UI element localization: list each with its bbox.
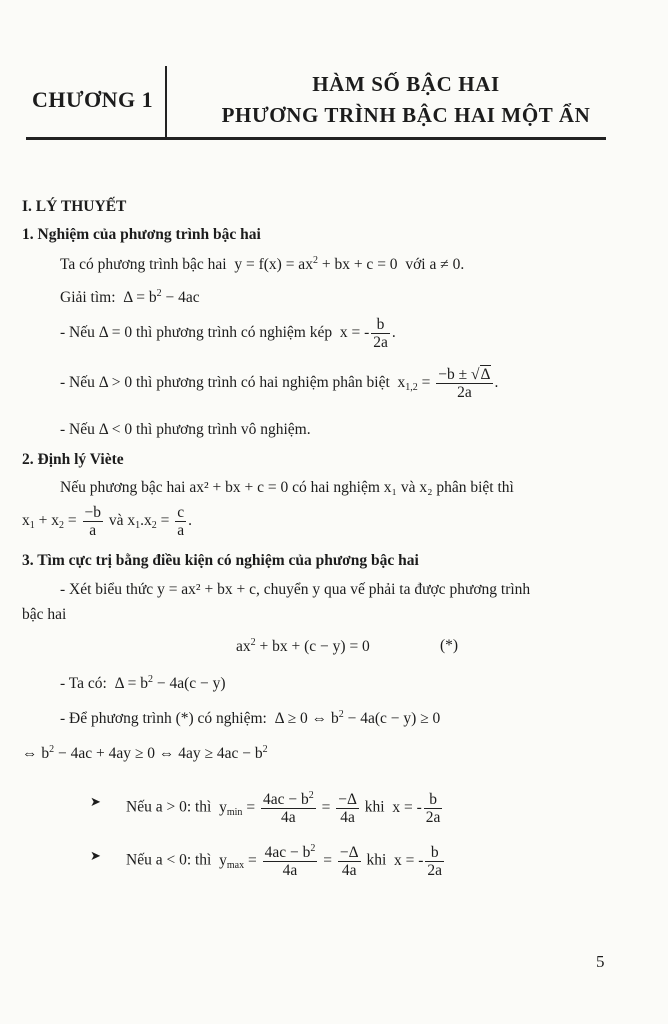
- case-double-root: [60, 316, 396, 351]
- and-word: và: [108, 512, 124, 530]
- solve-label: Giải tìm:: [60, 289, 116, 306]
- case-a-negative-text: Nếu a < 0: thì: [126, 851, 212, 869]
- arrow-bullet-icon: ➤: [90, 849, 101, 864]
- equation-tag: (*): [440, 637, 459, 654]
- chapter-title-line2: PHƯƠNG TRÌNH BẬC HAI MỘT ẨN: [221, 103, 591, 127]
- two-roots-formula: $x_{1,2}$ = $\frac{-b \pm √\Delta}{2a}$ .: [393, 366, 499, 402]
- subsection-heading-roots: 1. Nghiệm của phương trình bậc hai: [22, 226, 261, 243]
- discriminant-formula: $\Delta = b^2 - 4ac$: [119, 288, 200, 306]
- viete-formulas: $x_1 + x_2$ = $\frac{-b}{a}$ và $x_1.x_2$ = $\frac{c}{a}$ .: [22, 504, 193, 540]
- intro-text: Ta có phương trình bậc hai: [60, 256, 227, 273]
- intro-condition: với a ≠ 0.: [405, 256, 465, 273]
- viete-line: Nếu phương bậc hai ax² + bx + c = 0 có hai nghiệm x₁ và x₂ phân biệt thì: [60, 479, 514, 496]
- arrow-bullet-icon: ➤: [90, 795, 101, 810]
- case-no-root: - Nếu Δ < 0 thì phương trình vô nghiệm.: [60, 421, 311, 438]
- inequality-chain: ⇔ $b^2 - 4ac + 4ay \ge 0$ ⇔ $4ay \ge 4ac - b^2$: [22, 744, 268, 762]
- section-heading-theory: I. LÝ THUYẾT: [22, 198, 127, 215]
- case-double-root-text: - Nếu Δ = 0 thì phương trình có nghiệm kép: [60, 324, 333, 342]
- chapter-label: CHƯƠNG 1: [32, 87, 154, 112]
- subsection-heading-extremum: 3. Tìm cực trị bằng điều kiện có nghiệm của phương bậc hai: [22, 552, 419, 569]
- case-two-roots: [60, 366, 498, 401]
- case-a-positive-text: Nếu a > 0: thì: [126, 798, 212, 816]
- condition-text: - Để phương trình (*) có nghiệm:: [60, 710, 267, 727]
- extremum-line1-cont: bậc hai: [22, 606, 67, 623]
- subsection-heading-viete: 2. Định lý Viète: [22, 451, 124, 468]
- quadratic-equation: $y = f(x) = ax^2$ + bx + c = 0: [230, 255, 402, 273]
- case-two-roots-text: - Nếu Δ > 0 thì phương trình có hai nghiệm phân biệt: [60, 374, 390, 392]
- extremum-line1: - Xét biểu thức y = ax² + bx + c, chuyển y qua vế phải ta được phương trình: [60, 581, 531, 598]
- taco-line: - Ta có: $\Delta = b^2 - 4a(c - y)$: [60, 674, 226, 692]
- double-root-formula: x = - $\frac{b}{2a}$ .: [335, 316, 396, 352]
- intro-line: [60, 255, 464, 274]
- quadratic-in-x: $ax^2$ + bx + (c − y) = 0: [236, 637, 370, 655]
- when-word: khi: [366, 851, 387, 869]
- condition-line: - Để phương trình (*) có nghiệm: Δ ≥ 0 ⇔ $b^2 - 4a(c - y) \ge 0$: [60, 709, 441, 727]
- header-rule: [26, 137, 606, 140]
- solve-line: [60, 288, 200, 307]
- chapter-title-line1: HÀM SỐ BẬC HAI: [312, 72, 500, 96]
- header-divider: [165, 66, 167, 138]
- case-a-positive: Nếu a > 0: thì $y_{min}$ = $\frac{4ac - b^2}{4a}$ = $\frac{-\Delta}{4a}$ khi x = - $\frac{b}{2a}$: [126, 790, 441, 827]
- taco-label: - Ta có:: [60, 675, 107, 692]
- page-number: 5: [596, 952, 605, 971]
- case-a-negative: Nếu a < 0: thì $y_{max}$ = $\frac{4ac - b^2}{4a}$ = $\frac{-\Delta}{4a}$ khi x = - $\frac{b}{2a}$: [126, 843, 443, 880]
- when-word: khi: [364, 798, 385, 816]
